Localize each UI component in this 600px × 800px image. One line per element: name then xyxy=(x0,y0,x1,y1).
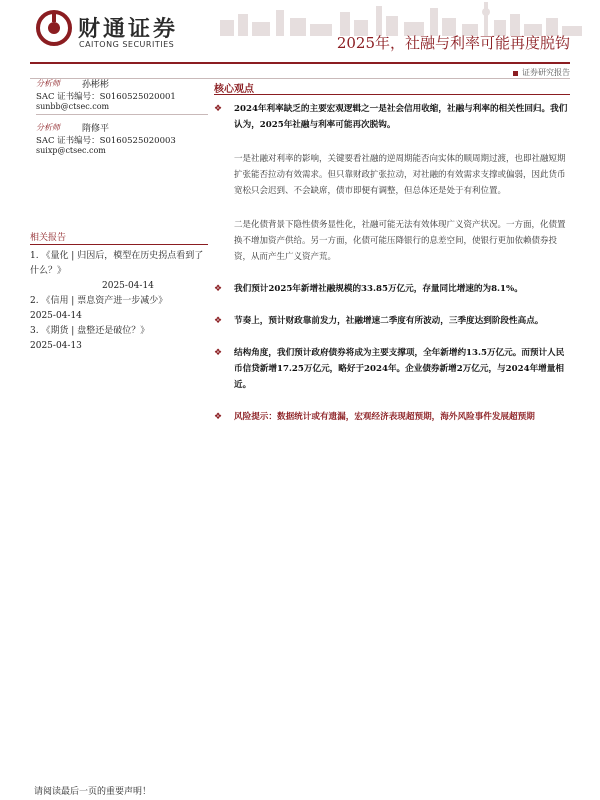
diamond-bullet-icon: ❖ xyxy=(214,348,223,358)
core-views-section xyxy=(214,80,570,425)
caitong-logo-icon xyxy=(36,10,72,46)
key-point: ❖ 2024年利率缺乏的主要宏观逻辑之一是社会信用收缩，社融与利率的相关性回归。我们认为，2025年社融与利率可能再次脱钩。 xyxy=(214,101,570,133)
related-reports-heading: 相关报告 xyxy=(30,230,208,245)
analyst-role: 分析师 xyxy=(36,79,60,88)
related-reports-list xyxy=(30,249,208,354)
brand-name-cn: 财通证券 xyxy=(78,17,179,42)
analyst-name: 隋修平 xyxy=(82,124,110,134)
diamond-bullet-icon: ❖ xyxy=(214,284,223,294)
square-bullet-icon xyxy=(513,71,518,76)
risk-warning: ❖ 风险提示：数据统计或有遗漏，宏观经济表现超预期，海外风险事件发展超预期 xyxy=(214,409,570,425)
core-views-heading: 核心观点 xyxy=(214,80,570,95)
key-point: ❖ 节奏上，预计财政靠前发力，社融增速二季度有所波动，三季度达到阶段性高点。 xyxy=(214,313,570,329)
related-report-date: 2025-04-14 xyxy=(30,311,82,321)
related-report-item[interactable] xyxy=(30,249,208,294)
key-point: ❖ 我们预计2025年新增社融规模的33.85万亿元，存量同比增速的为8.1%。 xyxy=(214,281,570,297)
header-rule xyxy=(30,62,570,64)
related-report-date: 2025-04-14 xyxy=(102,281,154,291)
brand-logo xyxy=(36,10,186,52)
analyst-name: 孙彬彬 xyxy=(82,80,110,90)
body-paragraph: 一是社融对利率的影响，关键要看社融的逆周期能否向实体的顺周期过渡，也即社融短期扩张能否拉动有效需求。但只靠财政扩张拉动，对社融的有效需求支撑或偏弱，因此货币宽松只会迟到、不会缺席，债市即便有调整，但总体还是处于有利位置。 xyxy=(234,154,566,196)
key-point: ❖ 结构角度，我们预计政府债券将成为主要支撑项，全年新增约13.5万亿元。而预计人民币信贷新增17.25万亿元，略好于2024年。企业债券新增2万亿元，与2024年增量相近。 xyxy=(214,345,570,393)
analyst-sac: SAC 证书编号：S0160525020001 xyxy=(36,92,176,102)
related-report-item[interactable] xyxy=(30,324,208,354)
report-type-text: 证券研究报告 xyxy=(522,68,570,77)
related-report-item[interactable] xyxy=(30,294,208,324)
disclaimer-note: 请阅读最后一页的重要声明！ xyxy=(34,787,152,797)
analyst-card xyxy=(30,78,208,124)
divider xyxy=(36,114,208,115)
city-skyline-decoration xyxy=(180,0,600,36)
analyst-card xyxy=(30,122,208,168)
related-report-title[interactable]: 2. 《信用 | 票息资产进一步减少》 xyxy=(30,296,168,306)
diamond-bullet-icon: ❖ xyxy=(214,412,223,422)
report-title: 2025年，社融与利率可能再度脱钩 xyxy=(336,34,570,52)
analyst-email[interactable]: suixp@ctsec.com xyxy=(36,146,106,155)
analyst-role: 分析师 xyxy=(36,123,60,132)
diamond-bullet-icon: ❖ xyxy=(214,104,223,114)
related-report-title[interactable]: 1. 《量化 | 归因后，模型在历史拐点看到了什么？》 xyxy=(30,251,204,276)
diamond-bullet-icon: ❖ xyxy=(214,316,223,326)
analyst-email[interactable]: sunbb@ctsec.com xyxy=(36,102,110,111)
report-type-label xyxy=(513,67,570,78)
analyst-sac: SAC 证书编号：S0160525020003 xyxy=(36,136,176,146)
page-header xyxy=(0,0,600,62)
related-report-date: 2025-04-13 xyxy=(30,341,82,351)
left-sidebar xyxy=(30,78,208,354)
body-paragraph: 二是化债背景下隐性债务显性化，社融可能无法有效体现广义资产状况。一方面，化债置换不增加资产供给。另一方面，化债可能压降银行的息差空间，使银行更加依赖债券投资，从而产生广义资产荒。 xyxy=(234,220,566,262)
brand-name-en: CAITONG SECURITIES xyxy=(79,40,175,49)
related-report-title[interactable]: 3. 《期货 | 盘整还是破位？》 xyxy=(30,326,150,336)
